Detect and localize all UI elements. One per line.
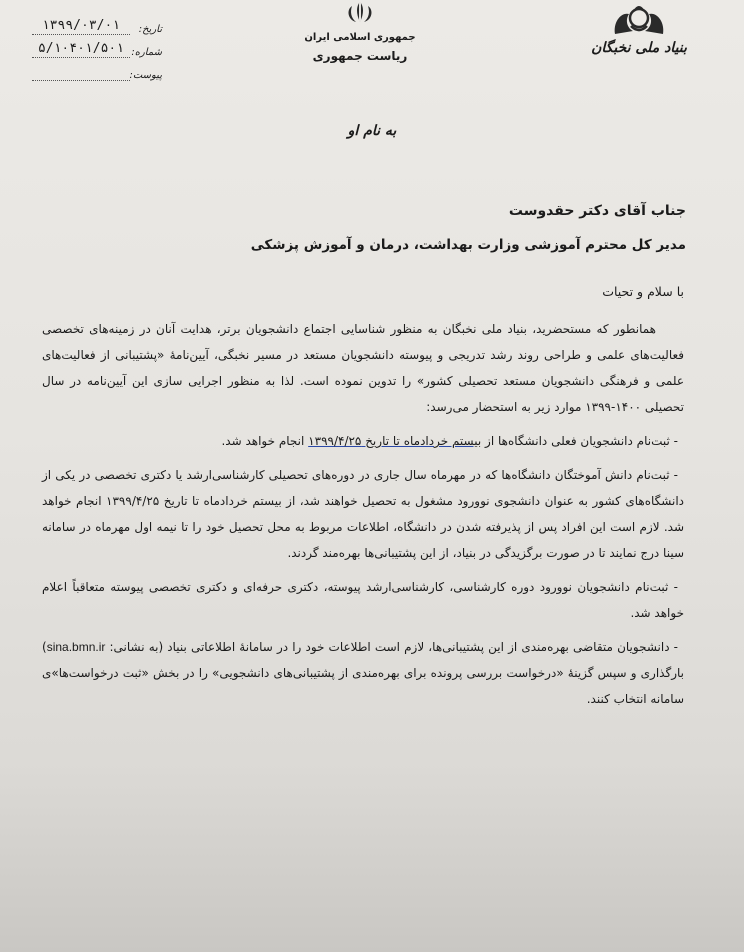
recipient-title: مدیر کل محترم آموزشی وزارت بهداشت، درمان و آموزش پزشکی	[250, 237, 686, 253]
date-row	[32, 12, 162, 35]
bullet-4-text-end: ) بارگذاری و سپس گزینهٔ «درخواست بررسی پرونده برای بهره‌مندی از پشتیبانی‌های دانشجویی» را در بخش «ثبت درخواست‌ها»ی سامانه انتخاب کنند.	[42, 640, 684, 706]
letter-number: ۵/۱۰۴۰۱/۵۰۱	[32, 41, 130, 58]
recipient-name: جناب آقای دکتر حقدوست	[508, 203, 686, 219]
bullet-applicants	[42, 634, 684, 712]
foundation-emblem-icon	[607, 4, 671, 38]
bullet-1-text-start: - ثبت‌نام دانشجویان فعلی دانشگاه‌ها از	[481, 434, 678, 448]
bullet-graduates: - ثبت‌نام دانش آموختگان دانشگاه‌ها که در مهرماه سال جاری در دوره‌های تحصیلی کارشناسی‌ارشد یا دکتری تخصصی در یکی از دانشگاه‌های کشور به عنوان دانشجوی نوورود مشغول به تحصیل خواهند شد، از بیستم خردادماه تا تاریخ ۱۳۹۹/۴/۲۵ انجام خواهد شد. لازم است این افراد پس از پذیرفته شدن در دانشگاه، اطلاعات مربوط به محل تحصیل خود را تا نیمه اول مهرماه در سامانه سینا درج نمایند تا در صورت برگزیدگی در بنیاد، از این پشتیبانی‌ها بهره‌مند گردند.	[42, 468, 684, 560]
intro-paragraph: همانطور که مستحضرید، بنیاد ملی نخبگان به منظور شناسایی اجتماع دانشجویان برتر، هدایت آنان در زمینه‌های تخصصی فعالیت‌های علمی و طراحی روند رشد تدریجی و پیوسته دانشجویان مستعد در مسیر نخبگی، آیین‌نامهٔ «پشتیبانی از فعالیت‌های علمی و فرهنگی دانشجویان مستعد تحصیلی کشور» را تدوین نموده است. لذا به منظور اجرایی سازی این آیین‌نامه در سال تحصیلی ۱۴۰۰-۱۳۹۹ موارد زیر به استحضار می‌رسد:	[42, 322, 684, 414]
sina-portal-link[interactable]: sina.bmn.ir	[46, 640, 106, 654]
national-elites-foundation-logo	[564, 4, 714, 56]
number-label: شماره:	[131, 47, 162, 58]
bullet-current-students	[42, 428, 684, 454]
letter-meta	[32, 12, 162, 81]
attachment-label: پیوست:	[129, 70, 162, 81]
bismillah: به نام او	[347, 123, 397, 139]
government-emblem	[300, 0, 420, 63]
letterhead	[0, 0, 744, 110]
foundation-name: بنیاد ملی نخبگان	[591, 40, 687, 56]
date-value: ۱۳۹۹/۰۳/۰۱	[32, 18, 130, 35]
letter-body	[42, 316, 684, 712]
iran-emblem-icon	[340, 0, 380, 24]
bullet-1-text-end: انجام خواهد شد.	[221, 434, 309, 448]
bullet-1-deadline: بیستم خردادماه تا تاریخ ۱۳۹۹/۴/۲۵	[308, 434, 482, 448]
presidency-name: ریاست جمهوری	[312, 49, 408, 63]
greeting: با سلام و تحیات	[602, 284, 684, 299]
date-label: تاریخ:	[138, 24, 162, 35]
government-name: جمهوری اسلامی ایران	[304, 32, 416, 43]
bullet-4-text-start: - دانشجویان متقاضی بهره‌مندی از این پشتیبانی‌ها، لازم است اطلاعات خود را در سامانهٔ اطلاعاتی بنیاد (به نشانی:	[105, 640, 678, 654]
attachment-value	[32, 79, 130, 81]
number-row	[32, 35, 162, 58]
attachment-row	[32, 58, 162, 81]
bullet-new-students: - ثبت‌نام دانشجویان نوورود دوره کارشناسی، کارشناسی‌ارشد پیوسته، دکتری حرفه‌ای و دکتری تخصصی پیوسته متعاقباً اعلام خواهد شد.	[42, 580, 684, 620]
